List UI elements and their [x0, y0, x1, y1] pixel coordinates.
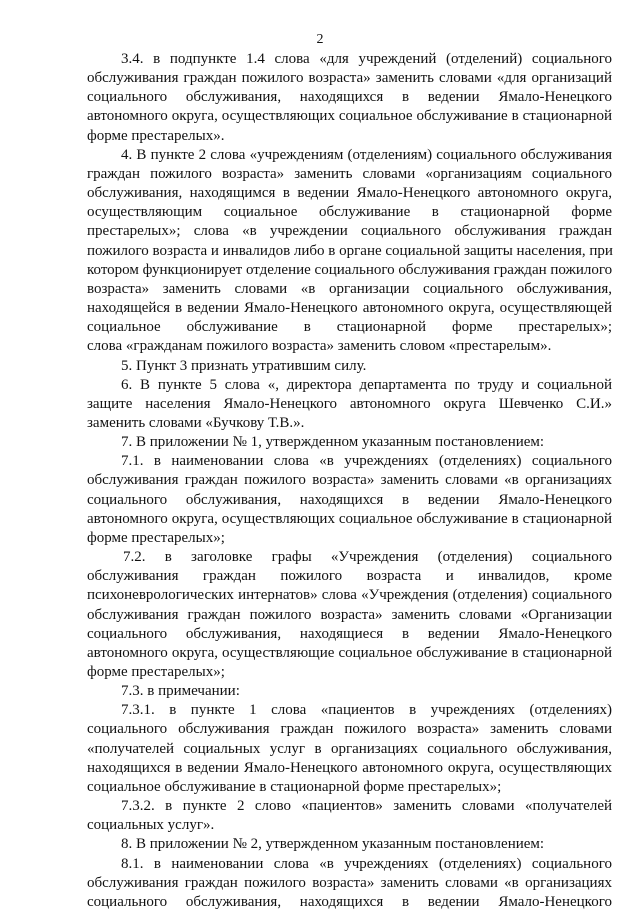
text-line: котором функционирует отделение социального обслуживания граждан пожилого — [87, 261, 613, 278]
text-line: автономного округа, осуществляющих социальное обслуживание в стационарной — [87, 510, 612, 527]
text-line: 8. В приложении № 2, утвержденном указанным постановлением: — [121, 836, 545, 853]
text-line: автономного округа, осуществляющие социальное обслуживание в стационарной — [87, 644, 612, 661]
paragraph-7-3-1 — [87, 701, 612, 797]
text-line: 7. В приложении № 1, утвержденном указанным постановлением: — [121, 434, 545, 451]
page-number: 2 — [316, 32, 324, 47]
text-line: 5. Пункт 3 признать утратившим силу. — [121, 357, 367, 374]
paragraph-8-1 — [87, 855, 612, 912]
paragraph-7-3-2 — [87, 797, 612, 835]
text-line: обслуживания граждан пожилого возраста» заменить словами «в организациях — [87, 472, 612, 489]
text-line: 6. В пункте 5 слова «, директора департамента по труду и социальной — [121, 376, 612, 393]
document-body — [87, 50, 612, 912]
text-line: осуществляющим социальное обслуживание в стационарной форме — [87, 204, 612, 221]
paragraph-4 — [87, 146, 612, 357]
paragraph-7 — [87, 433, 612, 452]
text-line: форме престарелых». — [87, 127, 225, 144]
paragraph-8 — [87, 835, 612, 854]
text-line: «получателей социальных услуг в организациях социального обслуживания, — [87, 740, 612, 757]
text-line: автономного округа, осуществляющих социальное обслуживание в стационарной — [87, 108, 612, 125]
text-line: социального обслуживания граждан пожилого возраста» заменить словами — [87, 721, 612, 738]
text-line: пожилого возраста и инвалидов либо в органе социальной защиты населения, при — [87, 242, 613, 259]
text-line: обслуживания, находящимся в ведении Ямало-Ненецкого автономного округа, — [87, 185, 612, 202]
text-line: 7.3.2. в пункте 2 слово «пациентов» заменить словами «получателей — [121, 798, 612, 815]
text-line: 7.3. в примечании: — [121, 683, 240, 700]
paragraph-7-1 — [87, 452, 612, 548]
text-line: престарелых»; слова «в учреждении социального обслуживания граждан — [87, 223, 612, 240]
text-line: 8.1. в наименовании слова «в учреждениях (отделениях) социального — [121, 855, 612, 872]
paragraph-6 — [87, 376, 612, 433]
paragraph-5 — [87, 357, 612, 376]
text-line: 4. В пункте 2 слова «учреждениям (отделениям) социального обслуживания — [121, 146, 612, 163]
text-line: социальное обслуживание в стационарной форме престарелых»; — [87, 778, 502, 795]
paragraph-3-4 — [87, 50, 612, 146]
text-line: граждан пожилого возраста» заменить словами «организациям социального — [87, 165, 612, 182]
text-line: психоневрологических интернатов» слова «Учреждения (отделения) социального — [87, 587, 612, 604]
text-line: слова «гражданам пожилого возраста» заменить словом «престарелым». — [87, 338, 552, 355]
text-line: социальное обслуживание в стационарной форме престарелых»; — [87, 319, 612, 336]
text-line: социального обслуживания, находящихся в ведении Ямало-Ненецкого — [87, 491, 612, 508]
text-line: заменить словами «Бучкову Т.В.». — [87, 414, 305, 431]
text-line: обслуживания граждан пожилого возраста и инвалидов, кроме — [87, 568, 612, 585]
text-line: обслуживания граждан пожилого возраста» заменить словами «для организаций — [87, 70, 612, 87]
text-line: 7.1. в наименовании слова «в учреждениях (отделениях) социального — [121, 453, 612, 470]
text-line: социального обслуживания, находящихся в ведении Ямало-Ненецкого — [87, 89, 612, 106]
paragraph-7-3 — [87, 682, 612, 701]
text-line: 7.3.1. в пункте 1 слова «пациентов в учреждениях (отделениях) — [121, 702, 612, 719]
text-line: находящейся в ведении Ямало-Ненецкого автономного округа, осуществляющей — [87, 300, 612, 317]
paragraph-7-2 — [87, 548, 612, 682]
text-line: социальных услуг». — [87, 817, 215, 834]
text-line: защите населения Ямало-Ненецкого автономного округа Шевченко С.И.» — [87, 395, 612, 412]
text-line: возраста» заменить словами «в организации социального обслуживания, — [87, 280, 612, 297]
text-line: форме престарелых»; — [87, 529, 225, 546]
text-line: форме престарелых»; — [87, 664, 225, 680]
text-line: социального обслуживания, находящихся в ведении Ямало-Ненецкого — [87, 893, 612, 910]
text-line: обслуживания граждан пожилого возраста» заменить словами «в организациях — [87, 874, 612, 891]
text-line: находящихся в ведении Ямало-Ненецкого автономного округа, осуществляющих — [87, 759, 612, 776]
text-line: обслуживания граждан пожилого возраста» заменить словами «Организации — [87, 606, 612, 623]
text-line: 7.2. в заголовке графы «Учреждения (отделения) социального — [123, 549, 612, 566]
text-line: 3.4. в подпункте 1.4 слова «для учреждений (отделений) социального — [121, 51, 612, 67]
text-line: социального обслуживания, находящиеся в ведении Ямало-Ненецкого — [87, 625, 612, 642]
